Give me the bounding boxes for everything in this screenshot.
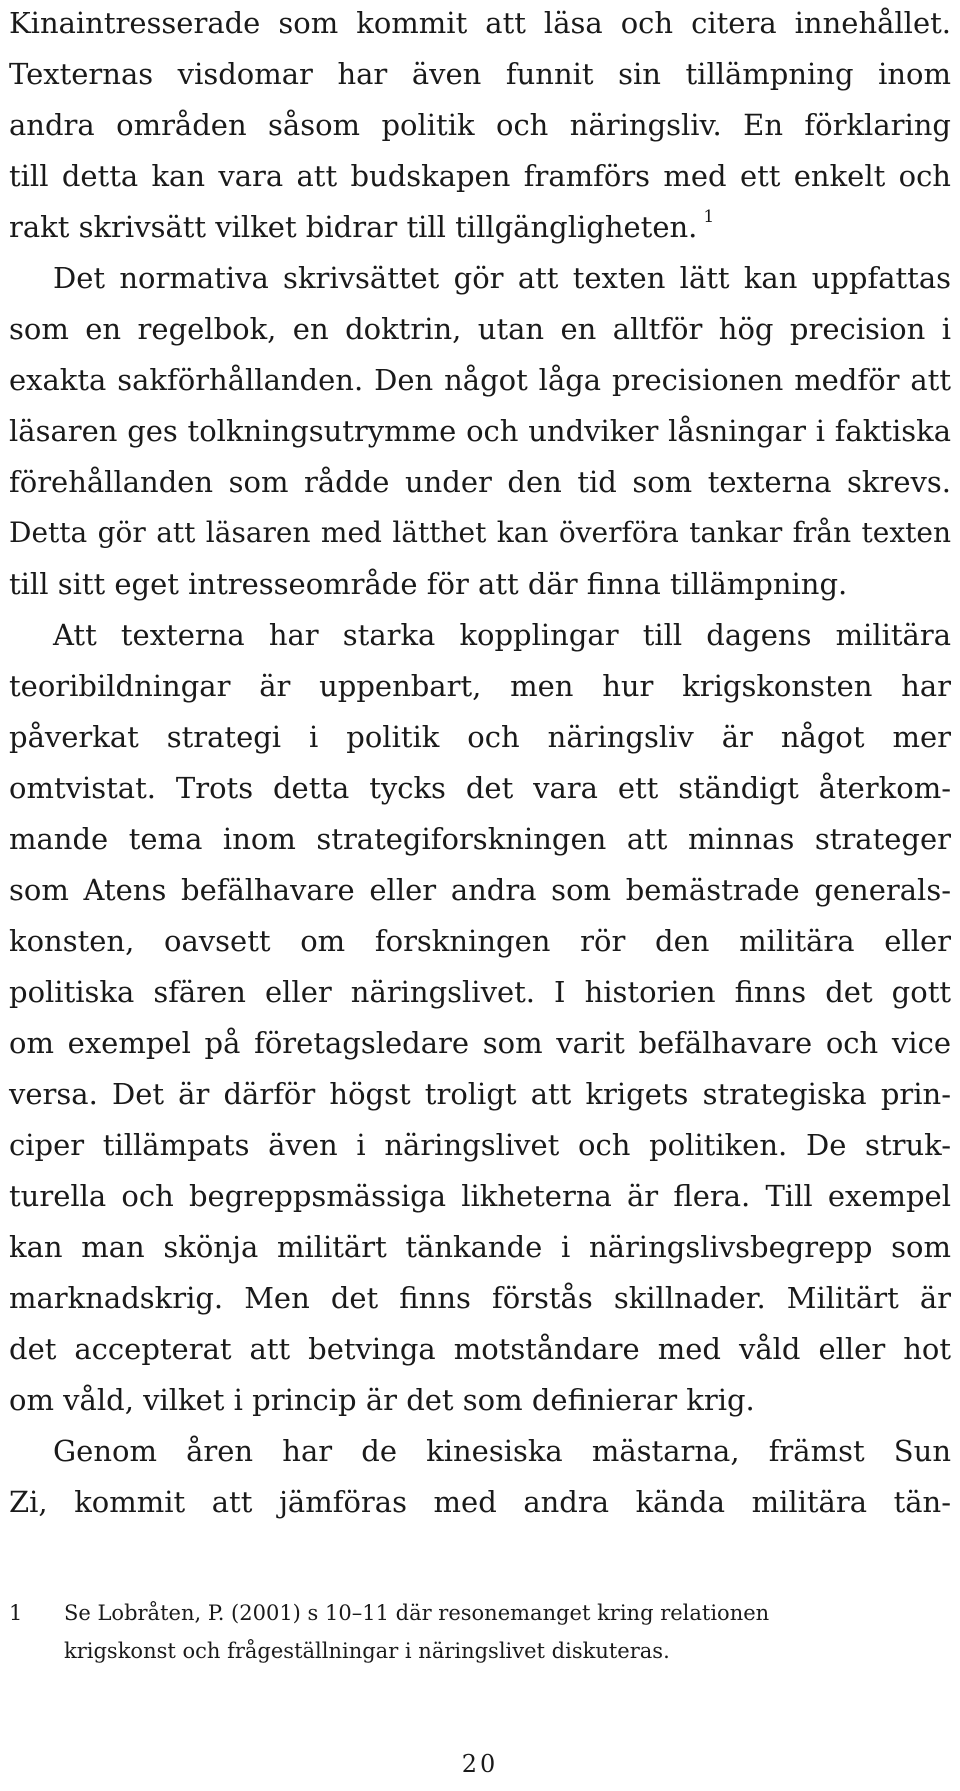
paragraph-2-line-7: till sitt eget intresseområde för att där finna tillämpning. bbox=[9, 567, 848, 601]
footnote-line-1 bbox=[9, 1595, 951, 1631]
paragraph-3-line-16: om våld, vilket i princip är det som definierar krig. bbox=[9, 1383, 755, 1417]
paragraph-1-line-2: Texternas visdomar har även funnit sin tillämpning inom bbox=[9, 57, 951, 91]
paragraph-3-line-14: marknadskrig. Men det finns förstås skillnader. Militärt är bbox=[9, 1281, 951, 1315]
paragraph-1-line-3: andra områden såsom politik och näringsliv. En förklaring bbox=[9, 108, 951, 142]
footnote-text-line-1: Se Lobråten, P. (2001) s 10–11 där resonemanget kring relationen bbox=[64, 1601, 770, 1625]
paragraph-3-line-9: om exempel på företagsledare som varit befälhavare och vice bbox=[9, 1026, 951, 1060]
paragraph-1-line-1: Kinaintresserade som kommit att läsa och citera innehållet. bbox=[9, 6, 951, 40]
paragraph-3-line-11: ciper tillämpats även i näringslivet och politiken. De struk- bbox=[9, 1128, 951, 1162]
paragraph-2-line-1: Det normativa skrivsättet gör att texten lätt kan uppfattas bbox=[53, 261, 951, 295]
paragraph-3-line-12: turella och begreppsmässiga likheterna är flera. Till exempel bbox=[9, 1179, 951, 1213]
paragraph-2-line-4: läsaren ges tolkningsutrymme och undviker låsningar i faktiska bbox=[9, 414, 951, 448]
paragraph-4-line-2: Zi, kommit att jämföras med andra kända militära tän- bbox=[9, 1485, 951, 1519]
footnote-line-2 bbox=[9, 1633, 951, 1669]
paragraph-3-line-1: Att texterna har starka kopplingar till dagens militära bbox=[53, 618, 951, 652]
footnote-number: 1 bbox=[9, 1601, 23, 1625]
page-number: 20 bbox=[461, 1750, 499, 1778]
paragraph-1-line-4: till detta kan vara att budskapen framförs med ett enkelt och bbox=[9, 159, 951, 193]
paragraph-2-line-5: förehållanden som rådde under den tid som texterna skrevs. bbox=[9, 465, 951, 499]
footnote-reference: 1 bbox=[703, 207, 715, 227]
paragraph-3-line-3: påverkat strategi i politik och näringsliv är något mer bbox=[9, 720, 951, 754]
paragraph-3-line-6: som Atens befälhavare eller andra som bemästrade generals- bbox=[9, 873, 951, 907]
paragraph-3-line-13: kan man skönja militärt tänkande i näringslivsbegrepp som bbox=[9, 1230, 951, 1264]
paragraph-3-line-15: det accepterat att betvinga motståndare med våld eller hot bbox=[9, 1332, 951, 1366]
paragraph-1-line-5-text: rakt skrivsätt vilket bidrar till tillgängligheten. bbox=[9, 210, 698, 244]
paragraph-2-line-3: exakta sakförhållanden. Den något låga precisionen medför att bbox=[9, 363, 951, 397]
footnote-text-line-2: krigskonst och frågeställningar i näringslivet diskuteras. bbox=[64, 1639, 670, 1663]
paragraph-3-line-2: teoribildningar är uppenbart, men hur krigskonsten har bbox=[9, 669, 951, 703]
paragraph-3-line-7: konsten, oavsett om forskningen rör den militära eller bbox=[9, 924, 951, 958]
paragraph-1-line-5 bbox=[9, 201, 951, 253]
paragraph-3-line-10: versa. Det är därför högst troligt att krigets strategiska prin- bbox=[9, 1077, 951, 1111]
paragraph-2-line-6: Detta gör att läsaren med lätthet kan överföra tankar från texten bbox=[9, 516, 951, 549]
paragraph-3-line-5: mande tema inom strategiforskningen att minnas strateger bbox=[9, 822, 951, 856]
paragraph-4-line-1: Genom åren har de kinesiska mästarna, främst Sun bbox=[53, 1434, 951, 1468]
paragraph-3-line-8: politiska sfären eller näringslivet. I historien finns det gott bbox=[9, 975, 951, 1009]
paragraph-3-line-4: omtvistat. Trots detta tycks det vara ett ständigt återkom- bbox=[9, 771, 951, 805]
paragraph-2-line-2: som en regelbok, en doktrin, utan en alltför hög precision i bbox=[9, 312, 951, 346]
